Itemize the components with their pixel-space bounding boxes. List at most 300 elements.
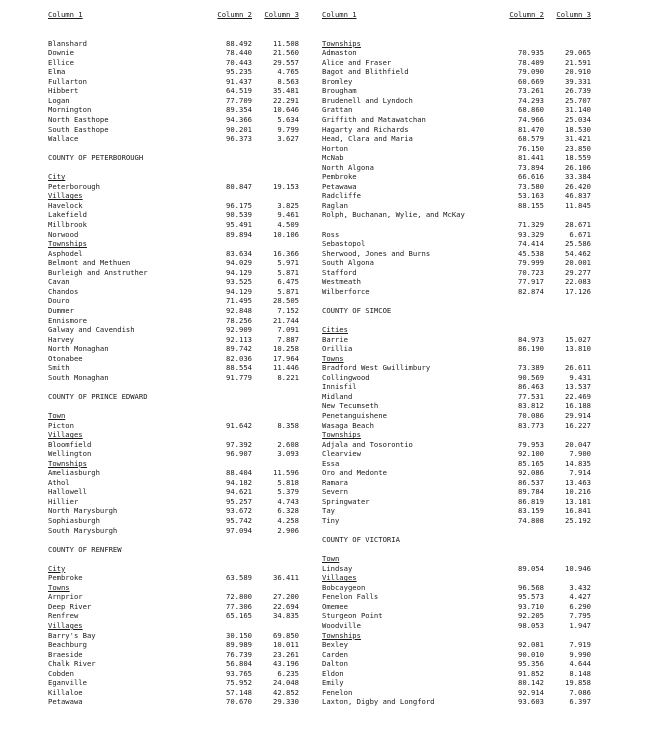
section-heading: [48, 430, 314, 440]
municipality-name: Grattan: [322, 105, 353, 115]
column-3-value: 22.291: [273, 95, 299, 105]
column-3-value: 11.508: [273, 38, 299, 48]
municipality-name: Bobcaygeon: [322, 582, 366, 592]
municipality-name: Havelock: [48, 200, 83, 210]
section-heading: [48, 191, 314, 201]
county-heading-text: COUNTY OF VICTORIA: [322, 535, 400, 545]
section-heading: [322, 325, 628, 335]
column-3-value: 2.608: [277, 439, 299, 449]
column-3-value: 26.420: [565, 181, 591, 191]
section-heading: [322, 430, 628, 440]
column-3-value: 5.871: [277, 267, 299, 277]
column-3-value: 36.411: [273, 573, 299, 583]
table-row: [48, 335, 314, 345]
municipality-name: Beachburg: [48, 640, 87, 650]
table-row: [48, 363, 314, 373]
column-3-value: 20.047: [565, 439, 591, 449]
table-row: [48, 373, 314, 383]
table-row: [322, 611, 628, 621]
column-3-value: 6.290: [569, 601, 591, 611]
table-row: [322, 373, 628, 383]
municipality-name: Springwater: [322, 496, 370, 506]
municipality-name: Arnprior: [48, 592, 83, 602]
column-2-value: 92.086: [518, 468, 544, 478]
municipality-name: Brudenell and Lyndoch: [322, 95, 413, 105]
table-row: [48, 449, 314, 459]
county-heading-text: COUNTY OF PETERBOROUGH: [48, 153, 144, 163]
table-row: [322, 96, 628, 106]
column-2-value: 92.081: [518, 640, 544, 650]
blank-row: [322, 545, 628, 555]
column-2-value: 30.150: [226, 630, 252, 640]
table-row: [48, 516, 314, 526]
table-row: [48, 506, 314, 516]
column-3-value: 4.427: [569, 592, 591, 602]
column-1-header: Column 1: [48, 10, 83, 19]
municipality-name: Orillia: [322, 344, 353, 354]
table-row: [48, 526, 314, 536]
column-2-value: 73.580: [518, 181, 544, 191]
table-row: [322, 287, 628, 297]
blank-row: [48, 20, 314, 30]
municipality-name: Admaston: [322, 48, 357, 58]
municipality-name: Logan: [48, 95, 70, 105]
section-heading-text: Towns: [48, 582, 70, 592]
municipality-name: Harvey: [48, 334, 74, 344]
municipality-name: Adjala and Tosorontio: [322, 439, 413, 449]
table-row: [322, 153, 628, 163]
column-2-value: 80.847: [226, 181, 252, 191]
municipality-name: Pembroke: [48, 573, 83, 583]
table-row: [322, 688, 628, 698]
municipality-name: Emily: [322, 678, 344, 688]
column-3-value: 28.505: [273, 296, 299, 306]
municipality-name: Ramara: [322, 477, 348, 487]
municipality-name: Belmont and Methuen: [48, 258, 131, 268]
table-row: [48, 573, 314, 583]
table-row: [322, 239, 628, 249]
column-3-value: 3.627: [277, 134, 299, 144]
table-row: [322, 210, 628, 220]
column-2-value: 95.742: [226, 515, 252, 525]
section-heading-text: Townships: [322, 630, 361, 640]
municipality-name: Horton: [322, 143, 348, 153]
municipality-name: Bloomfield: [48, 439, 92, 449]
table-row: [48, 688, 314, 698]
municipality-name: Tiny: [322, 515, 340, 525]
column-3-value: 18.559: [565, 153, 591, 163]
column-2-value: 75.952: [226, 678, 252, 688]
municipality-name: Otonabee: [48, 353, 83, 363]
table-row: [48, 210, 314, 220]
blank-row: [48, 535, 314, 545]
column-2-value: 68.860: [518, 105, 544, 115]
column-3-value: 4.509: [277, 220, 299, 230]
column-2-value: 88.492: [226, 38, 252, 48]
section-heading: [322, 573, 628, 583]
column-2-value: 82.036: [226, 353, 252, 363]
column-2-value: 97.094: [226, 525, 252, 535]
column-3-value: 16.227: [565, 420, 591, 430]
section-heading-text: Townships: [322, 430, 361, 440]
column-2-value: 93.710: [518, 601, 544, 611]
left-table-column: [48, 10, 314, 707]
column-3-value: 9.431: [569, 372, 591, 382]
column-2-value: 71.495: [226, 296, 252, 306]
column-3-value: 7.795: [569, 611, 591, 621]
column-3-value: 7.091: [277, 325, 299, 335]
column-3-value: 19.858: [565, 678, 591, 688]
column-2-value: 70.935: [518, 48, 544, 58]
column-3-value: 7.900: [569, 449, 591, 459]
column-3-value: 9.990: [569, 649, 591, 659]
municipality-name: Hallowell: [48, 487, 87, 497]
municipality-name: Bromley: [322, 76, 353, 86]
municipality-name: Cobden: [48, 668, 74, 678]
municipality-name: South Algona: [322, 258, 374, 268]
column-2-value: 94.366: [226, 115, 252, 125]
column-3-value: 27.200: [273, 592, 299, 602]
table-row: [322, 659, 628, 669]
county-heading: [48, 392, 314, 402]
table-row: [322, 201, 628, 211]
column-3-value: 10.216: [565, 487, 591, 497]
column-3-value: 13.181: [565, 496, 591, 506]
column-2-value: 93.765: [226, 668, 252, 678]
table-row: [322, 182, 628, 192]
blank-row: [48, 144, 314, 154]
table-row: [48, 611, 314, 621]
column-3-value: 17.964: [273, 353, 299, 363]
table-row: [322, 421, 628, 431]
column-2-value: 94.182: [226, 477, 252, 487]
column-2-value: 78.440: [226, 48, 252, 58]
table-row: [322, 258, 628, 268]
column-2-value: 85.165: [518, 458, 544, 468]
table-row: [322, 564, 628, 574]
column-2-value: 93.525: [226, 277, 252, 287]
column-2-value: 45.538: [518, 248, 544, 258]
column-3-value: 5.818: [277, 477, 299, 487]
column-3-value: 31.140: [565, 105, 591, 115]
column-2-value: 73.894: [518, 162, 544, 172]
column-3-value: 5.634: [277, 115, 299, 125]
column-3-value: 11.596: [273, 468, 299, 478]
column-3-value: 20.001: [565, 258, 591, 268]
column-3-value: 23.261: [273, 649, 299, 659]
municipality-name: Westmeath: [322, 277, 361, 287]
column-3-value: 10.646: [273, 105, 299, 115]
column-3-value: 17.126: [565, 286, 591, 296]
column-2-value: 95.356: [518, 659, 544, 669]
section-heading: [322, 631, 628, 641]
municipality-name: Sturgeon Point: [322, 611, 383, 621]
table-row: [48, 58, 314, 68]
county-heading: [322, 535, 628, 545]
table-row: [322, 191, 628, 201]
municipality-name: Hibbert: [48, 86, 79, 96]
municipality-name: Petawawa: [322, 181, 357, 191]
municipality-name: Fullarton: [48, 76, 87, 86]
table-row: [322, 163, 628, 173]
section-heading: [48, 564, 314, 574]
table-row: [48, 650, 314, 660]
column-2-value: 83.634: [226, 248, 252, 258]
table-row: [322, 58, 628, 68]
column-2-value: 81.441: [518, 153, 544, 163]
column-2-value: 95.491: [226, 220, 252, 230]
municipality-name: South Easthope: [48, 124, 109, 134]
column-3-value: 35.481: [273, 86, 299, 96]
column-2-value: 83.812: [518, 401, 544, 411]
column-3-value: 4.743: [277, 496, 299, 506]
column-2-value: 91.852: [518, 668, 544, 678]
column-3-value: 22.083: [565, 277, 591, 287]
municipality-name: Wellington: [48, 449, 92, 459]
municipality-name: South Marysburgh: [48, 525, 118, 535]
municipality-name: Blanshard: [48, 38, 87, 48]
table-row: [322, 344, 628, 354]
column-2-value: 92.914: [518, 687, 544, 697]
column-header-row: [322, 10, 628, 20]
table-row: [322, 268, 628, 278]
column-2-value: 79.999: [518, 258, 544, 268]
column-2-value: 95.257: [226, 496, 252, 506]
municipality-name: Radcliffe: [322, 191, 361, 201]
column-2-value: 90.010: [518, 649, 544, 659]
column-2-value: 71.329: [518, 220, 544, 230]
municipality-name: Mornington: [48, 105, 92, 115]
column-2-value: 92.113: [226, 334, 252, 344]
municipality-name: Sebastopol: [322, 239, 366, 249]
blank-row: [48, 401, 314, 411]
column-2-value: 86.537: [518, 477, 544, 487]
left-table-rows: [48, 20, 314, 707]
table-row: [48, 421, 314, 431]
blank-row: [48, 29, 314, 39]
column-2-value: 89.894: [226, 229, 252, 239]
column-3-value: 4.258: [277, 515, 299, 525]
column-3-value: 25.192: [565, 515, 591, 525]
municipality-name: Collingwood: [322, 372, 370, 382]
municipality-name: North Marysburgh: [48, 506, 118, 516]
column-2-value: 86.463: [518, 382, 544, 392]
table-row: [322, 669, 628, 679]
column-3-value: 29.914: [565, 410, 591, 420]
county-heading: [48, 545, 314, 555]
column-2-value: 53.163: [518, 191, 544, 201]
blank-row: [322, 29, 628, 39]
column-3-value: 9.461: [277, 210, 299, 220]
column-2-value: 84.973: [518, 334, 544, 344]
table-row: [322, 144, 628, 154]
column-3-value: 14.835: [565, 458, 591, 468]
table-row: [48, 287, 314, 297]
municipality-name: North Easthope: [48, 115, 109, 125]
column-3-value: 28.671: [565, 220, 591, 230]
municipality-name: North Algona: [322, 162, 374, 172]
table-row: [322, 335, 628, 345]
column-2-value: 92.909: [226, 325, 252, 335]
section-heading: [322, 554, 628, 564]
column-2-value: 74.293: [518, 95, 544, 105]
section-heading: [48, 583, 314, 593]
municipality-name: Dalton: [322, 659, 348, 669]
right-table-column: [322, 10, 628, 707]
municipality-name: Cavan: [48, 277, 70, 287]
column-3-value: 21.744: [273, 315, 299, 325]
column-2-value: 88.155: [518, 200, 544, 210]
column-2-value: 81.470: [518, 124, 544, 134]
column-2-value: 96.568: [518, 582, 544, 592]
section-heading-text: Towns: [322, 353, 344, 363]
table-row: [48, 631, 314, 641]
column-2-value: 80.142: [518, 678, 544, 688]
table-row: [322, 487, 628, 497]
column-2-value: 77.531: [518, 391, 544, 401]
column-2-value: 88.554: [226, 363, 252, 373]
column-3-value: 42.852: [273, 687, 299, 697]
column-2-value: 86.819: [518, 496, 544, 506]
municipality-name: Essa: [322, 458, 340, 468]
column-2-value: 90.539: [226, 210, 252, 220]
municipality-name: Oro and Medonte: [322, 468, 387, 478]
municipality-name: Ellice: [48, 57, 74, 67]
section-heading-text: Townships: [322, 38, 361, 48]
municipality-name: Elma: [48, 67, 66, 77]
column-3-value: 10.106: [273, 229, 299, 239]
table-row: [48, 277, 314, 287]
section-heading-text: Villages: [48, 430, 83, 440]
column-3-value: 10.011: [273, 640, 299, 650]
column-3-value: 15.027: [565, 334, 591, 344]
municipality-name: Burleigh and Anstruther: [48, 267, 148, 277]
column-2-value: 89.054: [518, 563, 544, 573]
table-row: [322, 650, 628, 660]
column-3-value: 11.845: [565, 200, 591, 210]
section-heading: [48, 172, 314, 182]
municipality-name: Smith: [48, 363, 70, 373]
column-2-value: 96.373: [226, 134, 252, 144]
table-row: [48, 354, 314, 364]
table-row: [322, 401, 628, 411]
county-heading-text: COUNTY OF PRINCE EDWARD: [48, 391, 148, 401]
column-2-value: 92.205: [518, 611, 544, 621]
municipality-name: Sophiasburgh: [48, 515, 100, 525]
column-2-value: 95.573: [518, 592, 544, 602]
column-3-value: 69.850: [273, 630, 299, 640]
column-3-value: 7.152: [277, 305, 299, 315]
municipality-name: Laxton, Digby and Longford: [322, 697, 435, 707]
column-3-value: 20.910: [565, 67, 591, 77]
municipality-name: Barry's Bay: [48, 630, 96, 640]
municipality-name: Sherwood, Jones and Burns: [322, 248, 431, 258]
municipality-name: Chalk River: [48, 659, 96, 669]
section-heading: [48, 411, 314, 421]
table-row: [322, 583, 628, 593]
section-heading: [322, 354, 628, 364]
column-3-value: 16.366: [273, 248, 299, 258]
municipality-name: Galway and Cavendish: [48, 325, 135, 335]
column-2-value: 96.175: [226, 200, 252, 210]
column-2-value: 91.642: [226, 420, 252, 430]
municipality-name: North Monaghan: [48, 344, 109, 354]
column-3-value: 25.707: [565, 95, 591, 105]
county-heading: [48, 153, 314, 163]
table-row: [48, 201, 314, 211]
municipality-name: South Monaghan: [48, 372, 109, 382]
blank-row: [48, 382, 314, 392]
table-row: [322, 115, 628, 125]
column-2-value: 68.579: [518, 134, 544, 144]
column-2-value: 92.848: [226, 305, 252, 315]
table-row: [48, 478, 314, 488]
municipality-name: Omemee: [322, 601, 348, 611]
municipality-name: Asphodel: [48, 248, 83, 258]
column-3-value: 6.671: [569, 229, 591, 239]
table-row: [322, 220, 628, 230]
column-3-value: 4.644: [569, 659, 591, 669]
column-3-value: 13.810: [565, 344, 591, 354]
table-row: [322, 411, 628, 421]
municipality-name: Rolph, Buchanan, Wylie, and McKay: [322, 210, 465, 220]
section-heading-text: Town: [48, 410, 66, 420]
column-3-value: 8.563: [277, 76, 299, 86]
section-heading-text: Villages: [48, 621, 83, 630]
table-row: [48, 325, 314, 335]
table-row: [48, 669, 314, 679]
column-3-value: 5.379: [277, 487, 299, 497]
table-row: [48, 249, 314, 259]
table-row: [48, 697, 314, 707]
column-3-value: 7.086: [569, 687, 591, 697]
section-heading: [48, 621, 314, 631]
column-2-value: 56.804: [226, 659, 252, 669]
column-2-value: 98.053: [518, 621, 544, 630]
column-2-value: 78.409: [518, 57, 544, 67]
section-heading: [48, 459, 314, 469]
column-3-value: 7.919: [569, 640, 591, 650]
column-2-value: 74.808: [518, 515, 544, 525]
municipality-name: Fenelon: [322, 687, 353, 697]
column-2-value: 91.779: [226, 372, 252, 382]
column-3-value: 46.837: [565, 191, 591, 201]
column-3-value: 6.235: [277, 668, 299, 678]
column-3-value: 4.765: [277, 67, 299, 77]
municipality-name: Chandos: [48, 286, 79, 296]
county-heading-text: COUNTY OF RENFREW: [48, 544, 122, 554]
column-2-value: 77.709: [226, 95, 252, 105]
blank-row: [48, 163, 314, 173]
column-2-value: 95.235: [226, 67, 252, 77]
section-heading: [322, 39, 628, 49]
column-3-value: 26.611: [565, 363, 591, 373]
column-2-value: 79.090: [518, 67, 544, 77]
section-heading-text: City: [48, 563, 66, 573]
table-row: [322, 449, 628, 459]
municipality-name: Deep River: [48, 601, 92, 611]
column-3-value: 8.148: [569, 668, 591, 678]
municipality-name: Millbrook: [48, 220, 87, 230]
table-row: [48, 220, 314, 230]
blank-row: [48, 554, 314, 564]
column-2-value: 63.589: [226, 573, 252, 583]
column-2-header: Column 2: [509, 10, 544, 19]
column-3-value: 29.277: [565, 267, 591, 277]
municipality-name: Eldon: [322, 668, 344, 678]
column-2-value: 83.773: [518, 420, 544, 430]
municipality-name: Braeside: [48, 649, 83, 659]
